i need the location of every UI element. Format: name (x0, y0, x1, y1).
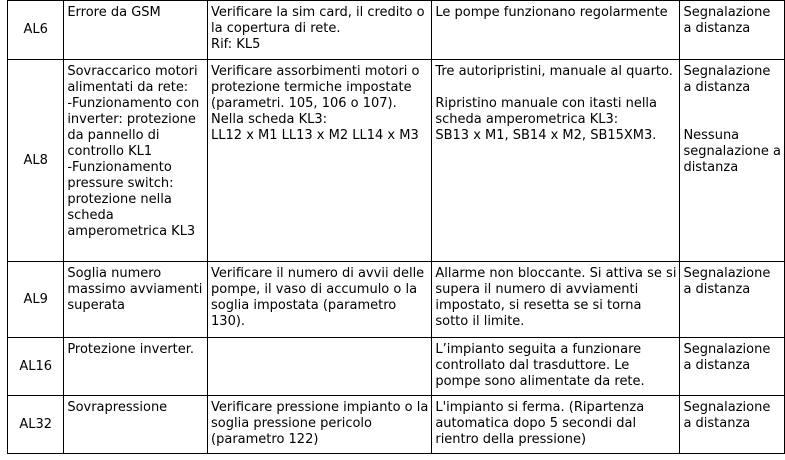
text-line: Verificare la sim card, il credito o (211, 5, 425, 20)
text-line: Segnalazione (683, 400, 771, 415)
text-line: inverter: protezione (67, 112, 196, 127)
text-line: a distanza (683, 80, 751, 95)
text-line: Sovrapressione (67, 400, 168, 415)
text-line: Errore da GSM (67, 5, 161, 20)
text-line: Verificare pressione impianto o la (211, 400, 429, 415)
text-line: protezione termiche impostate (211, 80, 412, 95)
text-line: pressure switch: (67, 176, 174, 191)
alarm-behavior (432, 60, 680, 262)
text-line: pompe, il vaso di accumulo o la (211, 282, 418, 297)
text-line: soglia pressione pericolo (211, 416, 372, 431)
alarm-check (208, 262, 432, 338)
text-line: -Funzionamento con (67, 96, 200, 111)
text-line: sotto il limite. (435, 314, 525, 329)
text-line: Protezione inverter. (67, 342, 195, 357)
alarm-signal (680, 338, 785, 396)
text-line: Rif: KL5 (211, 37, 261, 52)
alarm-table (7, 0, 785, 454)
text-line: a distanza (683, 416, 751, 431)
alarm-behavior (432, 396, 680, 454)
text-line: rientro della pressione) (435, 432, 587, 447)
text-line: supera il numero di avviamenti (435, 282, 639, 297)
alarm-cause (64, 60, 208, 262)
alarm-cause (64, 262, 208, 338)
text-line: a distanza (683, 358, 751, 373)
alarm-check (208, 338, 432, 396)
text-line: superata (67, 298, 125, 313)
text-line: scheda amperometrica KL3: (435, 112, 619, 127)
text-line: automatica dopo 5 secondi dal (435, 416, 637, 431)
alarm-code: AL32 (8, 396, 64, 454)
alarm-cause (64, 396, 208, 454)
text-line: (parametri. 105, 106 o 107). (211, 96, 397, 111)
table-row (8, 338, 785, 396)
text-line: Segnalazione (683, 64, 771, 79)
text-line: Segnalazione (683, 342, 771, 357)
text-line: 130). (211, 314, 246, 329)
text-line: LL12 x M1 LL13 x M2 LL14 x M3 (211, 128, 419, 143)
text-line: Segnalazione (683, 266, 771, 281)
alarm-signal (680, 60, 785, 262)
text-line: SB13 x M1, SB14 x M2, SB15XM3. (435, 128, 657, 143)
text-line: soglia impostata (parametro (211, 298, 397, 313)
table-row (8, 60, 785, 262)
text-line: (parametro 122) (211, 432, 319, 447)
alarm-check (208, 1, 432, 60)
alarm-cause (64, 338, 208, 396)
table-row (8, 1, 785, 60)
alarm-check (208, 396, 432, 454)
text-line: Nella scheda KL3: (211, 112, 328, 127)
text-line: L'impianto si ferma. (Ripartenza (435, 400, 645, 415)
text-line: Tre autoripristini, manuale al quarto. (435, 64, 673, 79)
text-line: segnalazione a (683, 144, 781, 159)
text-line: controllo KL1 (67, 144, 153, 159)
text-line: protezione nella (67, 192, 172, 207)
alarm-code: AL9 (8, 262, 64, 338)
text-line: a distanza (683, 21, 751, 36)
alarm-signal (680, 262, 785, 338)
text-line: Segnalazione (683, 5, 771, 20)
text-line: alimentati da rete: (67, 80, 189, 95)
text-line: Le pompe funzionano regolarmente (435, 5, 668, 20)
text-line: Nessuna (683, 128, 740, 143)
alarm-signal (680, 396, 785, 454)
text-line: amperometrica KL3 (67, 224, 196, 239)
text-line: -Funzionamento (67, 160, 172, 175)
text-line: distanza (683, 160, 739, 175)
text-line: massimo avviamenti (67, 282, 203, 297)
text-line: Sovraccarico motori (67, 64, 198, 79)
alarm-check (208, 60, 432, 262)
text-line: Verificare assorbimenti motori o (211, 64, 420, 79)
text-line: da pannello di (67, 128, 160, 143)
text-line: scheda (67, 208, 114, 223)
table-row (8, 396, 785, 454)
text-line: Verificare il numero di avvii delle (211, 266, 425, 281)
alarm-behavior (432, 338, 680, 396)
alarm-cause (64, 1, 208, 60)
alarm-behavior (432, 262, 680, 338)
alarm-code: AL16 (8, 338, 64, 396)
text-line: Soglia numero (67, 266, 162, 281)
text-line: a distanza (683, 282, 751, 297)
text-line: L’impianto seguita a funzionare (435, 342, 642, 357)
spacer (435, 80, 676, 96)
spacer (683, 96, 781, 128)
alarm-code: AL6 (8, 1, 64, 60)
text-line: impostato, si resetta se si torna (435, 298, 642, 313)
text-line: Ripristino manuale con itasti nella (435, 96, 658, 111)
alarm-behavior (432, 1, 680, 60)
text-line: controllato dal trasduttore. Le (435, 358, 630, 373)
text-line: pompe sono alimentate da rete. (435, 374, 645, 389)
alarm-code: AL8 (8, 60, 64, 262)
text-line: Allarme non bloccante. Si attiva se si (435, 266, 677, 281)
table-row (8, 262, 785, 338)
text-line: la copertura di rete. (211, 21, 341, 36)
alarm-signal (680, 1, 785, 60)
